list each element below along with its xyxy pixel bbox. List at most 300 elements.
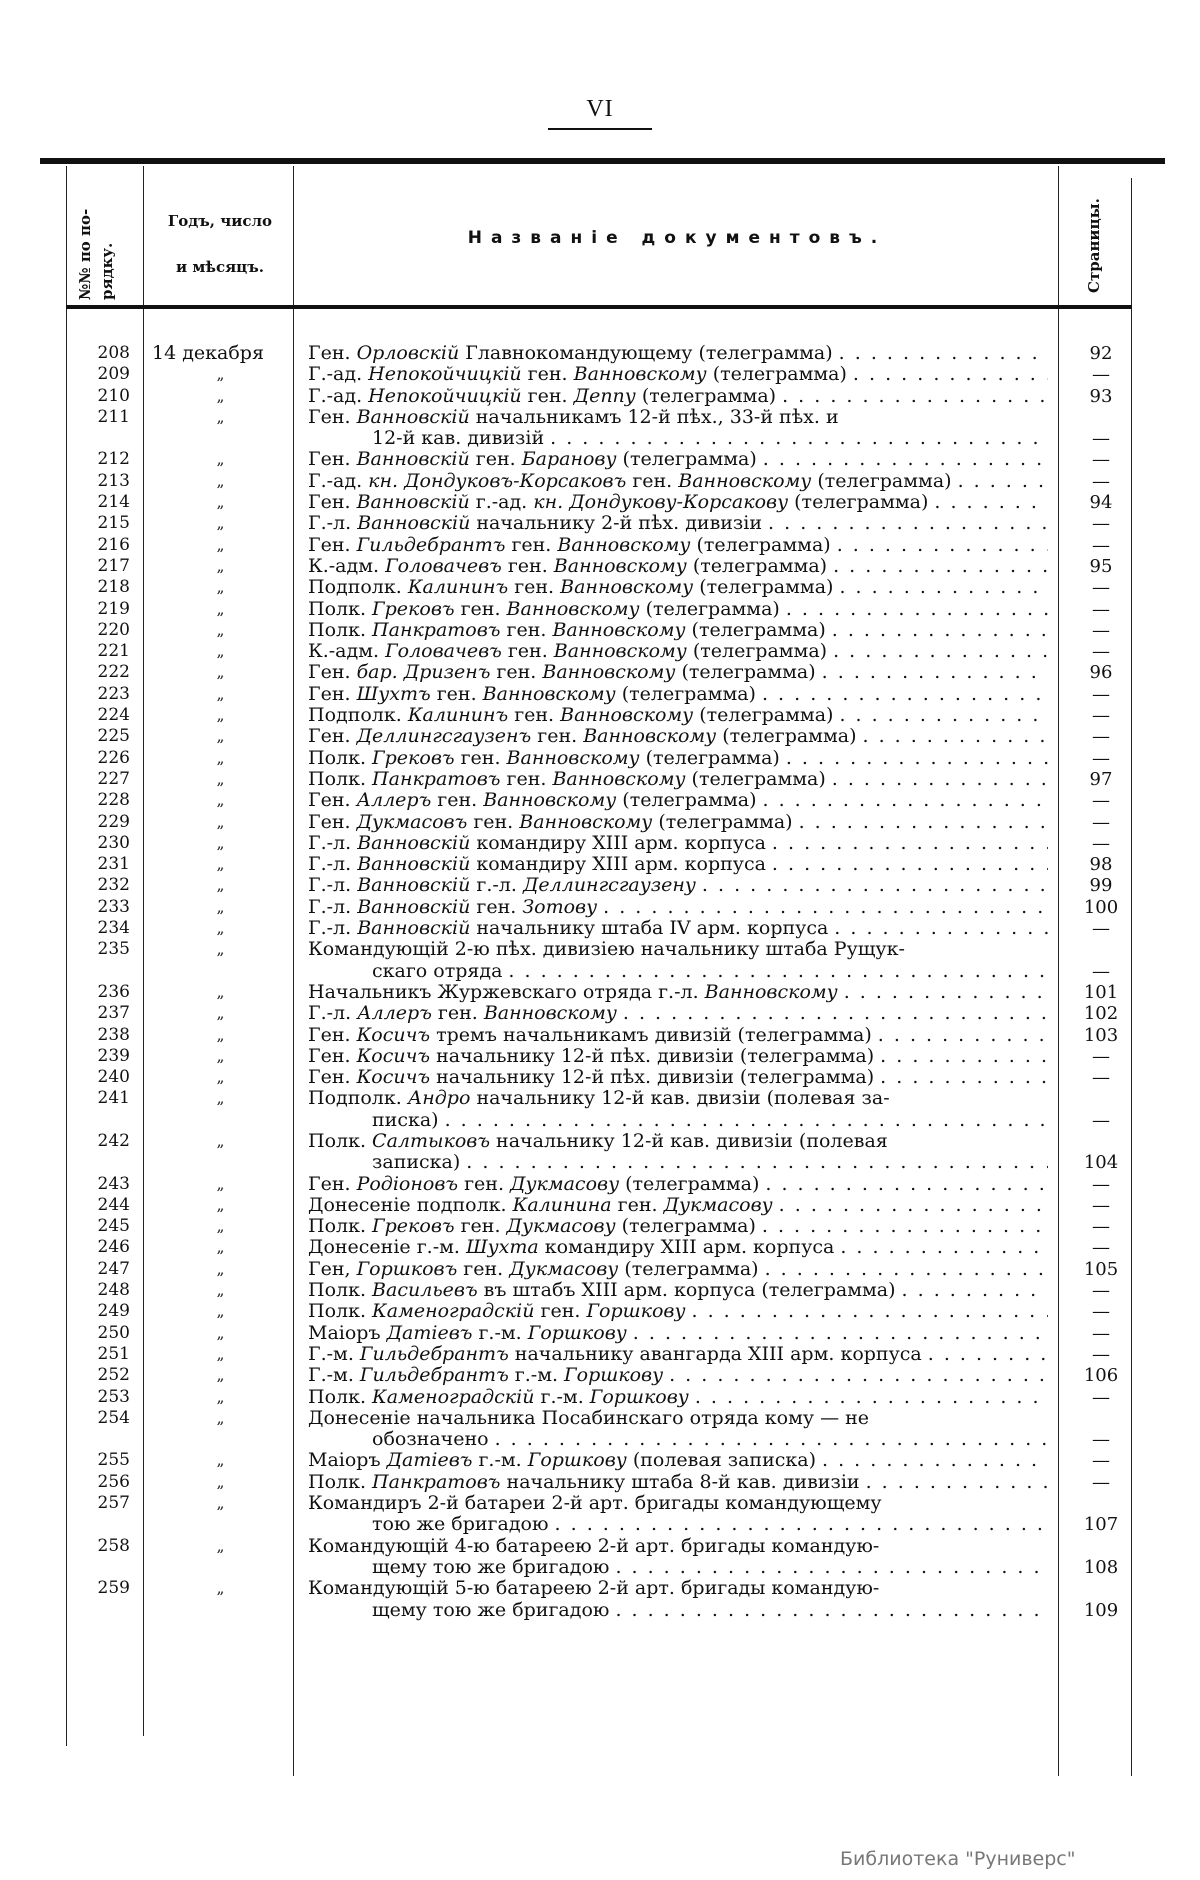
- leader-dots: [780, 599, 1048, 620]
- entry-title: [308, 1323, 1048, 1344]
- entry-text: (телеграмма): [675, 661, 816, 684]
- entry-title: [308, 471, 1048, 492]
- entry-date-ditto: „: [216, 1302, 225, 1321]
- entry-text: (телеграмма): [685, 618, 826, 641]
- entry-title-line: [308, 492, 1048, 513]
- entry-page: 102: [1083, 1003, 1119, 1025]
- entry-name-italic: Ванновскій: [357, 874, 471, 897]
- entry-page: 104: [1083, 1152, 1119, 1174]
- leader-dots: [663, 1365, 1048, 1386]
- entry-number: 244: [97, 1194, 130, 1215]
- entry-date-ditto: „: [216, 876, 225, 895]
- entry-text: Ген.: [308, 491, 357, 514]
- entry-page: 98: [1089, 854, 1113, 876]
- table-row: [0, 875, 1200, 896]
- entry-text: (телеграмма): [619, 1172, 760, 1195]
- entry-date-ditto: „: [216, 556, 225, 575]
- entry-text: Полк.: [308, 1215, 373, 1238]
- entry-name-italic: Деппу: [573, 384, 636, 407]
- entry-text: (телеграмма): [615, 682, 756, 705]
- entry-title: [308, 620, 1048, 641]
- table-row: [0, 982, 1200, 1003]
- entry-date-ditto: „: [216, 493, 225, 512]
- entry-title: [308, 790, 1048, 811]
- leader-dots: [759, 1259, 1048, 1280]
- header-number-line2: рядку.: [98, 242, 116, 300]
- entry-title-line: [308, 833, 1048, 854]
- entry-name-italic: Гильдебрантъ: [356, 533, 506, 556]
- entry-name-italic: Ванновскій: [357, 853, 471, 876]
- entry-text: (телеграмма): [639, 597, 780, 620]
- entry-text: Ген.: [308, 1044, 357, 1067]
- entry-text: Полк.: [308, 767, 373, 790]
- entry-text: Полк.: [308, 1129, 373, 1152]
- entry-text: (телеграмма): [686, 554, 828, 577]
- header-number-line1: №№ по по-: [76, 208, 94, 300]
- entry-number: 243: [97, 1173, 130, 1194]
- entry-name-italic: Грековъ: [372, 597, 455, 620]
- entry-title-line: [308, 812, 1048, 833]
- entry-name-italic: Косичъ: [356, 1023, 431, 1046]
- entry-title-line: [308, 449, 1048, 470]
- entry-title-line: [308, 684, 1048, 705]
- entry-text: (телеграмма): [616, 448, 757, 471]
- entry-title: [308, 1344, 1048, 1365]
- entry-number: 252: [97, 1365, 130, 1386]
- leader-dots: [756, 1216, 1048, 1237]
- entry-text: скаго отряда: [372, 959, 503, 982]
- entries-list: [0, 343, 1200, 1621]
- entry-title-line: [308, 1280, 1048, 1301]
- entry-text: командиру XIII арм. корпуса: [538, 1236, 835, 1259]
- leader-dots: [489, 1429, 1048, 1450]
- leader-dots: [816, 1450, 1048, 1471]
- leader-dots: [874, 1046, 1048, 1067]
- entry-text: К.-адм.: [308, 554, 386, 577]
- entry-title-line: [308, 1152, 1048, 1173]
- entry-title-line: [308, 1557, 1048, 1578]
- leader-dots: [757, 790, 1048, 811]
- entry-text: начальнику 12-й кав. двизіи (полевая за-: [470, 1087, 890, 1110]
- entry-title: [308, 1578, 1048, 1621]
- entry-name-italic: Ванновскому: [542, 661, 676, 684]
- entry-text: ген.: [469, 448, 522, 471]
- leader-dots: [686, 1301, 1049, 1322]
- entry-date: 14 декабря: [152, 342, 264, 364]
- entry-title-line: [308, 1408, 1048, 1429]
- entry-title-line: [308, 982, 1048, 1003]
- leader-dots: [627, 1323, 1048, 1344]
- leader-dots: [816, 662, 1048, 683]
- entry-text: Полк.: [308, 1385, 373, 1408]
- entry-text: ген.: [454, 597, 507, 620]
- header-number: [70, 175, 140, 300]
- leader-dots: [833, 343, 1048, 364]
- header-rule: [66, 305, 1132, 309]
- entry-number: 256: [97, 1471, 130, 1492]
- entry-text: Полк.: [308, 746, 373, 769]
- entry-number: 220: [97, 619, 130, 640]
- entry-text: Ген.: [308, 1066, 357, 1089]
- entry-text: Ген.: [308, 342, 357, 364]
- entry-page: —: [1092, 513, 1110, 535]
- entry-page: —: [1092, 1450, 1110, 1472]
- table-row: [0, 641, 1200, 662]
- table-row: [0, 471, 1200, 492]
- leader-dots: [831, 535, 1048, 556]
- leader-dots: [502, 961, 1048, 982]
- entry-number: 218: [97, 577, 130, 598]
- entry-name-italic: Грековъ: [372, 1215, 455, 1238]
- entry-text: Командующій 4-ю батареею 2-й арт. бригады командую-: [308, 1534, 880, 1557]
- entry-title-line: [308, 1003, 1048, 1024]
- table-row: [0, 1237, 1200, 1258]
- entry-page: 97: [1089, 768, 1113, 790]
- entry-page: —: [1092, 1194, 1110, 1216]
- table-row: [0, 1067, 1200, 1088]
- entry-title: [308, 982, 1048, 1003]
- entry-title: [308, 748, 1048, 769]
- header-title: Названіе документовъ.: [467, 228, 887, 248]
- entry-title: [308, 1536, 1048, 1579]
- entry-name-italic: Панкратовъ: [372, 767, 501, 790]
- entry-page: —: [1092, 790, 1110, 812]
- entry-number: 230: [97, 832, 130, 853]
- entry-number: 216: [97, 534, 130, 555]
- entry-date-ditto: „: [216, 1472, 225, 1491]
- entry-page: —: [1092, 364, 1110, 386]
- table-row: [0, 1493, 1200, 1536]
- entry-title: [308, 769, 1048, 790]
- entry-text: (телеграмма): [652, 810, 793, 833]
- entry-title-line: [308, 1429, 1048, 1450]
- entry-name-italic: Датіевъ: [386, 1449, 473, 1472]
- table-row: [0, 386, 1200, 407]
- leader-dots: [544, 428, 1048, 449]
- entry-date-ditto: „: [216, 1281, 225, 1300]
- entry-number: 233: [97, 896, 130, 917]
- entry-title-line: [308, 1365, 1048, 1386]
- entry-text: Маіоръ: [308, 1321, 387, 1344]
- entry-text: Подполк.: [308, 704, 408, 727]
- entry-text: ген.: [430, 682, 483, 705]
- entry-title: [308, 1003, 1048, 1024]
- entry-text: Ген.: [308, 661, 357, 684]
- entry-text: ген.: [431, 789, 484, 812]
- entry-date-ditto: „: [216, 833, 225, 852]
- entry-text: Г.-л.: [308, 895, 358, 918]
- entry-text: Ген.: [308, 725, 357, 748]
- entry-page: 109: [1083, 1599, 1119, 1621]
- entry-title-line: [308, 1174, 1048, 1195]
- entry-title-line: [308, 513, 1048, 534]
- entry-name-italic: Ванновскому: [583, 725, 717, 748]
- table-row: [0, 1088, 1200, 1131]
- entry-number: 248: [97, 1280, 130, 1301]
- entry-text: начальникамъ 12-й пѣх., 33-й пѣх. и: [469, 405, 839, 428]
- entry-number: 247: [97, 1258, 130, 1279]
- entry-number: 250: [97, 1322, 130, 1343]
- entry-title: [308, 364, 1048, 385]
- entry-name-italic: Ванновскому: [704, 980, 838, 1003]
- entry-title-line: [308, 1344, 1048, 1365]
- entry-number: 219: [97, 598, 130, 619]
- entry-title-line: [308, 662, 1048, 683]
- leader-dots: [776, 386, 1048, 407]
- entry-number: 245: [97, 1216, 130, 1237]
- entry-text: ген.: [501, 640, 554, 663]
- entry-date-ditto: „: [216, 642, 225, 661]
- leader-dots: [827, 556, 1048, 577]
- table-row: [0, 897, 1200, 918]
- entry-date-ditto: „: [216, 663, 225, 682]
- leader-dots: [828, 918, 1048, 939]
- entry-text: Г.-л.: [308, 831, 358, 854]
- entry-title-line: [308, 577, 1048, 598]
- table-row: [0, 1323, 1200, 1344]
- entry-text: Г.-л.: [308, 917, 358, 940]
- entry-page: —: [1092, 960, 1110, 982]
- entry-text: ген.: [505, 533, 558, 556]
- entry-date-ditto: „: [216, 1259, 225, 1278]
- entry-text: ген.: [521, 384, 574, 407]
- entry-title: [308, 1408, 1048, 1451]
- entry-text: (полевая записка): [626, 1449, 816, 1472]
- entry-page: —: [1092, 811, 1110, 833]
- entry-number: 215: [97, 513, 130, 534]
- table-row: [0, 812, 1200, 833]
- entry-title: [308, 684, 1048, 705]
- entry-text: ген.: [431, 1002, 484, 1025]
- entry-text: Полк.: [308, 1279, 373, 1302]
- entry-name-italic: Каменоградскій: [372, 1300, 535, 1323]
- entry-text: Донесеніе г.-м.: [308, 1236, 466, 1259]
- table-row: [0, 1301, 1200, 1322]
- entry-text: начальнику штаба IV арм. корпуса: [470, 917, 829, 940]
- entry-number: 210: [97, 385, 130, 406]
- entry-title-line: [308, 1110, 1048, 1131]
- entry-name-italic: Ванновскому: [678, 469, 812, 492]
- entry-name-italic: Непокойчицкій: [368, 384, 522, 407]
- entry-name-italic: Ванновскому: [557, 533, 691, 556]
- entry-date-ditto: „: [216, 1068, 225, 1087]
- entry-name-italic: Ванновскому: [553, 640, 687, 663]
- table-row: [0, 1280, 1200, 1301]
- entry-text: Ген.: [308, 789, 357, 812]
- header-pages: [1065, 178, 1125, 303]
- leader-dots: [826, 620, 1048, 641]
- entry-name-italic: Ванновскій: [357, 895, 471, 918]
- entry-name-italic: Головачевъ: [385, 554, 502, 577]
- entry-number: 211: [97, 406, 130, 427]
- entry-text: г.-л.: [470, 874, 523, 897]
- entry-date-ditto: „: [216, 1579, 225, 1598]
- entry-text: ген.: [457, 1257, 510, 1280]
- leader-dots: [834, 1237, 1048, 1258]
- entry-name-italic: Деллингсгаузенъ: [356, 725, 532, 748]
- entry-date-ditto: „: [216, 1238, 225, 1257]
- table-row: [0, 449, 1200, 470]
- entry-name-italic: Калинина: [512, 1193, 612, 1216]
- entry-title-line: [308, 1578, 1048, 1599]
- entry-title: [308, 1450, 1048, 1471]
- entry-number: 224: [97, 705, 130, 726]
- entry-title-line: [308, 364, 1048, 385]
- entry-text: Г.-л.: [308, 853, 358, 876]
- entry-date-ditto: „: [216, 386, 225, 405]
- entry-page: —: [1092, 1280, 1110, 1302]
- table-row: [0, 726, 1200, 747]
- entry-number: 225: [97, 726, 130, 747]
- entry-title-line: [308, 748, 1048, 769]
- entry-text: писка): [372, 1108, 439, 1131]
- entry-title: [308, 1131, 1048, 1174]
- entry-number: 251: [97, 1343, 130, 1364]
- entry-text: (телеграмма): [706, 363, 847, 386]
- entry-text: Начальникъ Журжевскаго отряда г.-л.: [308, 980, 705, 1003]
- entry-title-line: [308, 343, 1048, 364]
- table-row: [0, 364, 1200, 385]
- entry-title: [308, 897, 1048, 918]
- header-date: [145, 198, 295, 290]
- entry-date-ditto: „: [216, 1344, 225, 1363]
- entry-title-line: [308, 556, 1048, 577]
- entry-name-italic: Ванновскій: [357, 831, 471, 854]
- entry-number: 240: [97, 1067, 130, 1088]
- entry-text: начальнику штаба 8-й кав. дивизіи: [500, 1470, 860, 1493]
- table-row: [0, 343, 1200, 364]
- table-row: [0, 1536, 1200, 1579]
- entry-title-line: [308, 1472, 1048, 1493]
- entry-title: [308, 449, 1048, 470]
- entry-text: Командующій 2-ю пѣх. дивизіею начальнику штаба Рущук-: [308, 938, 905, 961]
- entry-name-italic: Андро: [407, 1087, 471, 1110]
- entry-text: Командиръ 2-й батареи 2-й арт. бригады командующему: [308, 1492, 882, 1515]
- entry-page: 94: [1089, 492, 1113, 514]
- entry-text: Полк.: [308, 618, 373, 641]
- leader-dots: [952, 471, 1048, 492]
- entry-text: Полк.: [308, 1470, 373, 1493]
- entry-number: 257: [97, 1493, 130, 1514]
- entry-text: ген.: [508, 576, 561, 599]
- entry-name-italic: Ванновскому: [560, 576, 694, 599]
- entry-name-italic: Ванновскому: [483, 789, 617, 812]
- entry-title: [308, 854, 1048, 875]
- entry-title: [308, 1174, 1048, 1195]
- entry-date-ditto: „: [216, 940, 225, 959]
- entry-name-italic: Родіоновъ: [356, 1172, 459, 1195]
- entry-title-line: [308, 407, 1048, 428]
- entry-text: Г.-ад.: [308, 384, 369, 407]
- entry-text: ген.: [500, 767, 553, 790]
- entry-page: —: [1092, 1301, 1110, 1323]
- entry-page: —: [1092, 1429, 1110, 1451]
- entry-date-ditto: „: [216, 620, 225, 639]
- entry-text: (телеграмма): [788, 491, 929, 514]
- table-row: [0, 1472, 1200, 1493]
- table-row: [0, 535, 1200, 556]
- entry-title-line: [308, 939, 1048, 960]
- entry-number: 208: [97, 343, 130, 363]
- entry-title-line: [308, 1450, 1048, 1471]
- entry-text: ген.: [458, 1172, 511, 1195]
- entry-date-ditto: „: [216, 706, 225, 725]
- entry-name-italic: Ванновскому: [552, 767, 686, 790]
- entry-title-line: [308, 428, 1048, 449]
- entry-text: ген.: [467, 810, 520, 833]
- entry-title-line: [308, 961, 1048, 982]
- entry-text: (телеграмма): [639, 746, 780, 769]
- entry-text: Главнокомандующему (телеграмма): [459, 342, 833, 364]
- table-row: [0, 407, 1200, 450]
- entry-title-line: [308, 897, 1048, 918]
- table-row: [0, 1003, 1200, 1024]
- entry-text: начальнику авангарда XIII арм. корпуса: [508, 1342, 922, 1365]
- entry-text: командиру XIII арм. корпуса: [470, 831, 766, 854]
- entry-text: Г.-л.: [308, 874, 358, 897]
- entry-date-ditto: „: [216, 1046, 225, 1065]
- page-number-rule: [548, 128, 652, 130]
- table-row: [0, 1195, 1200, 1216]
- entry-text: обозначено: [372, 1428, 489, 1451]
- entry-date-ditto: „: [216, 1131, 225, 1150]
- entry-name-italic: Орловскій: [356, 342, 460, 364]
- table-row: [0, 790, 1200, 811]
- table-row: [0, 769, 1200, 790]
- entry-number: 237: [97, 1003, 130, 1024]
- entry-title: [308, 1259, 1048, 1280]
- entry-date-ditto: „: [216, 1217, 225, 1236]
- entry-text: Ген.: [308, 1172, 357, 1195]
- entry-number: 238: [97, 1024, 130, 1045]
- entry-text: г.-м.: [472, 1449, 528, 1472]
- leader-dots: [780, 748, 1048, 769]
- entry-title: [308, 1195, 1048, 1216]
- entry-date-ditto: „: [216, 1451, 225, 1470]
- entry-name-italic: Ванновскому: [506, 746, 640, 769]
- entry-title-line: [308, 854, 1048, 875]
- entry-date-ditto: „: [216, 982, 225, 1001]
- entry-text: (телеграмма): [686, 640, 828, 663]
- entry-title-line: [308, 1131, 1048, 1152]
- entry-title: [308, 343, 1048, 364]
- entry-title: [308, 1216, 1048, 1237]
- entry-title-line: [308, 1067, 1048, 1088]
- entry-text: Ген.: [308, 1023, 357, 1046]
- entry-name-italic: Дукмасову: [510, 1172, 620, 1195]
- entry-number: 253: [97, 1386, 130, 1407]
- entry-number: 259: [97, 1578, 130, 1599]
- entry-text: ген.: [454, 746, 507, 769]
- entry-date-ditto: „: [216, 897, 225, 916]
- table-row: [0, 492, 1200, 513]
- entry-text: ген.: [611, 1193, 664, 1216]
- entry-text: Ген.: [308, 405, 357, 428]
- entry-title-line: [308, 1323, 1048, 1344]
- entry-title-line: [308, 1493, 1048, 1514]
- table-row: [0, 1408, 1200, 1451]
- entry-title: [308, 599, 1048, 620]
- entry-title-line: [308, 790, 1048, 811]
- entry-text: ген.: [500, 618, 553, 641]
- table-row: [0, 577, 1200, 598]
- entry-text: Г.-м.: [308, 1364, 360, 1387]
- entry-text: (телеграмма): [690, 533, 831, 556]
- entry-number: 254: [97, 1407, 130, 1428]
- entry-page: —: [1092, 577, 1110, 599]
- entry-title: [308, 1025, 1048, 1046]
- entry-date-ditto: „: [216, 812, 225, 831]
